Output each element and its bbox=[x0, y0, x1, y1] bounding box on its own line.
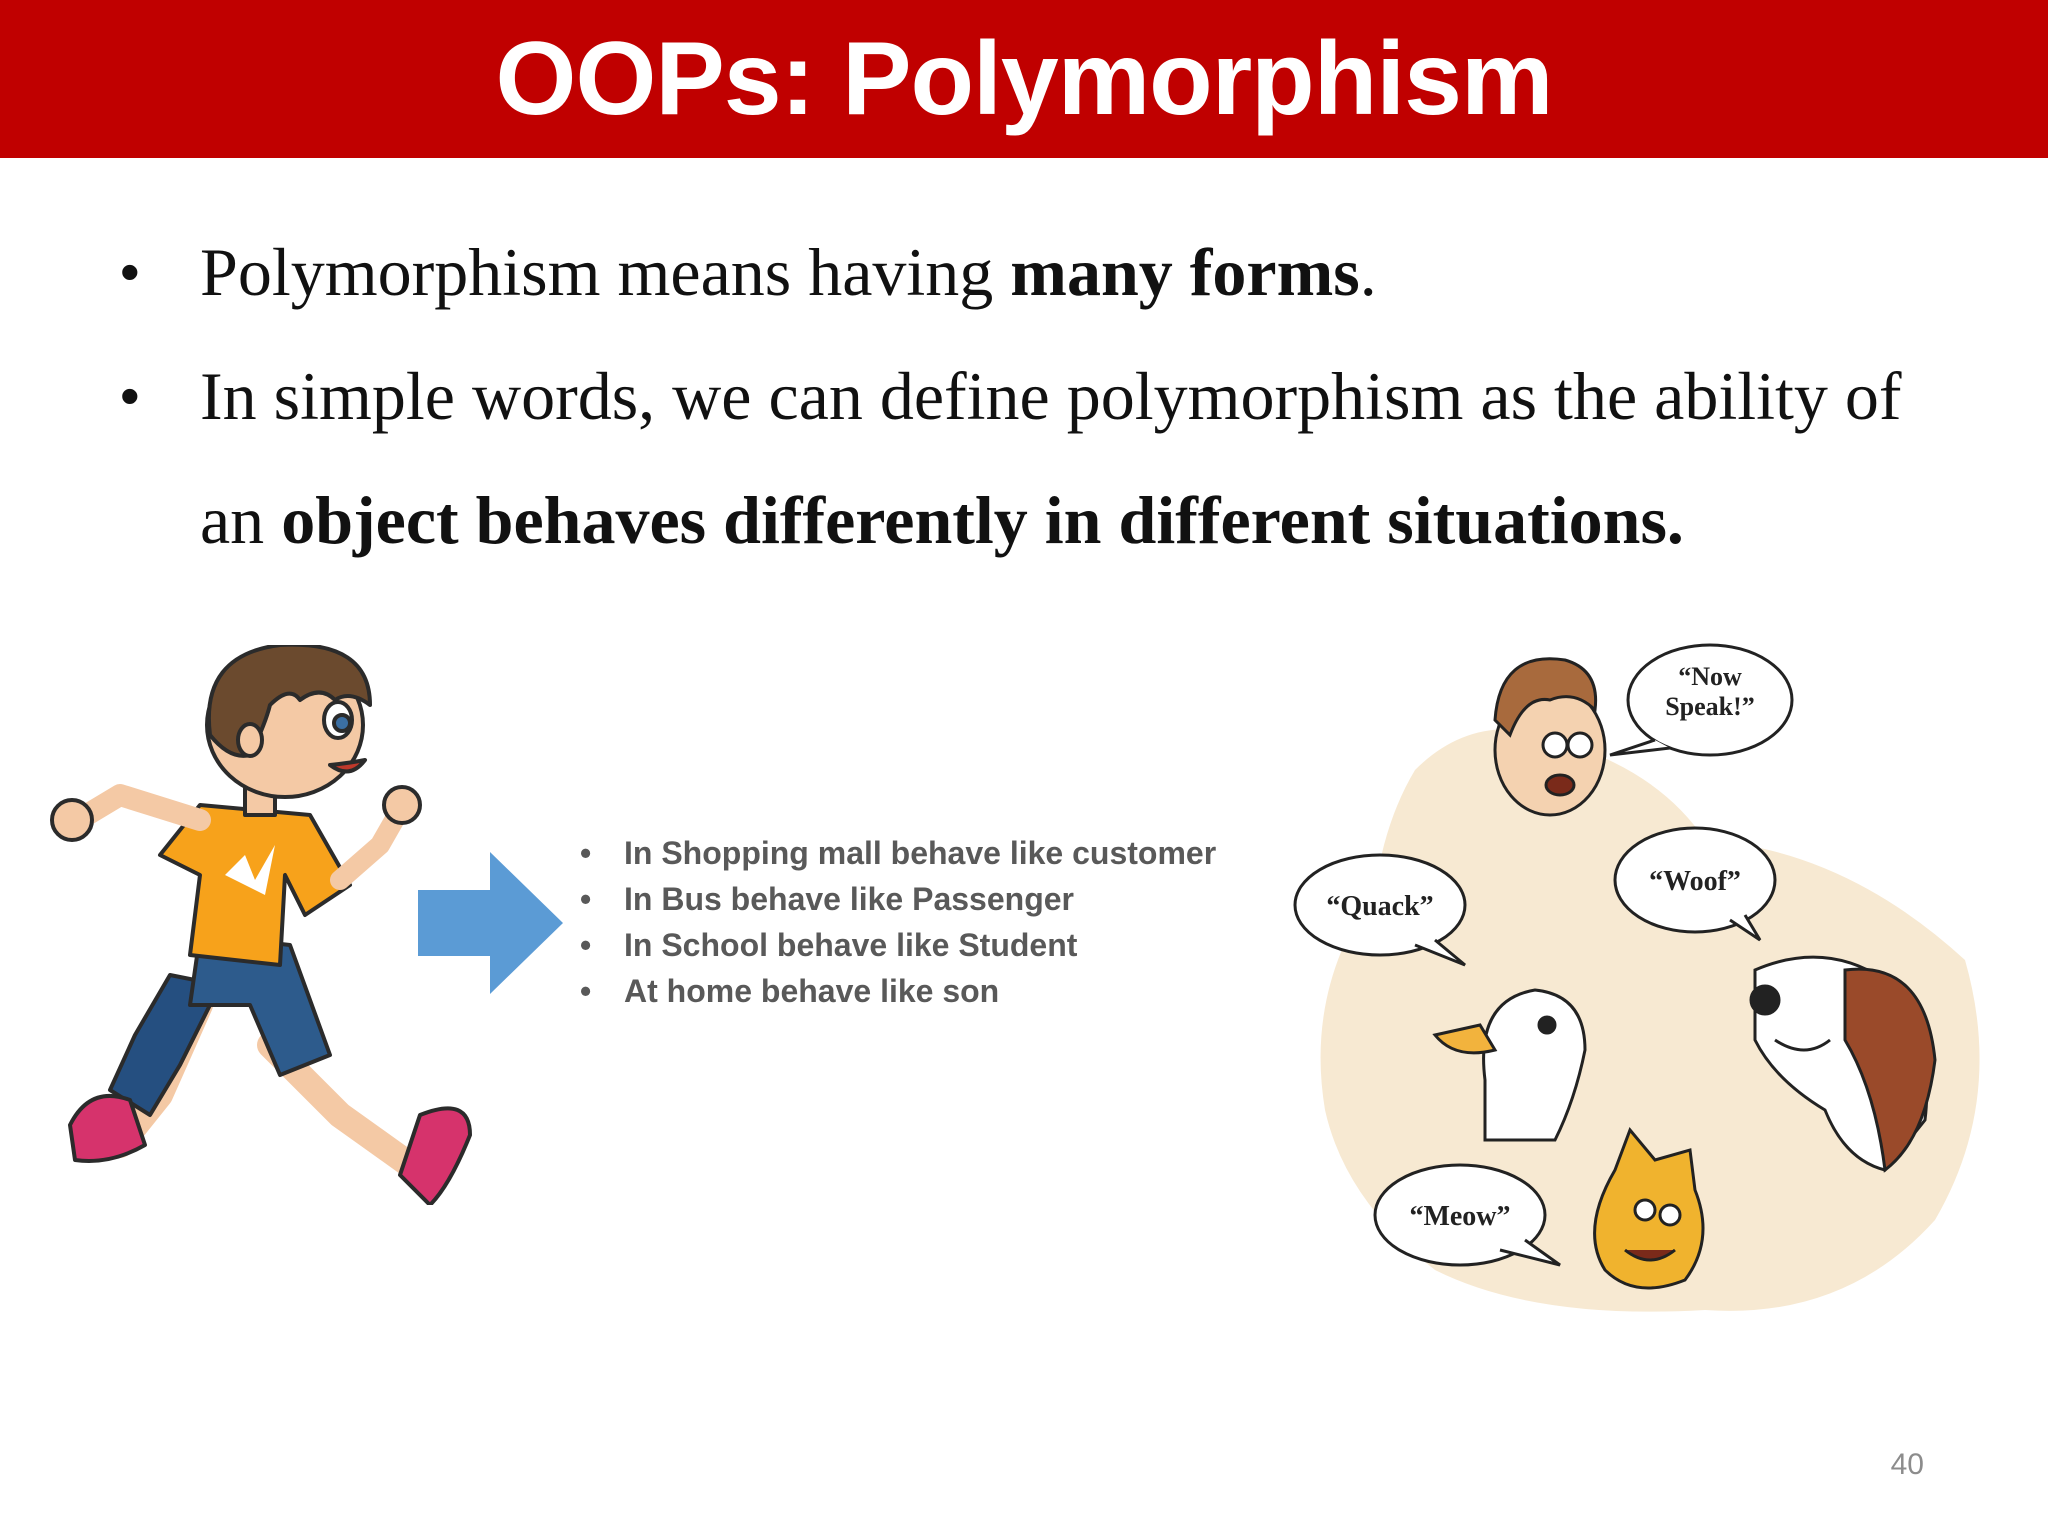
bullet-bold-text: many forms bbox=[1010, 234, 1360, 310]
slide-title: OOPs: Polymorphism bbox=[495, 21, 1553, 137]
list-item-text: In School behave like Student bbox=[624, 927, 1078, 963]
bullet-marker: • bbox=[580, 973, 592, 1009]
bullet-marker: • bbox=[120, 364, 140, 427]
bubble-text-woof: “Woof” bbox=[1649, 866, 1741, 897]
bubble-text-quack: “Quack” bbox=[1326, 891, 1434, 922]
bullet-text: In simple words, we can define polymorphism as the ability of bbox=[200, 358, 1902, 434]
bullet-text-prefix: an bbox=[200, 482, 282, 558]
main-bullet-list bbox=[120, 210, 1980, 582]
example-list bbox=[580, 830, 1216, 1014]
bullet-marker: • bbox=[580, 881, 592, 917]
title-bar bbox=[0, 0, 2048, 158]
list-item bbox=[580, 830, 1216, 876]
bubble-text-speak: Speak!” bbox=[1665, 692, 1755, 721]
bullet-bold-text: object behaves differently in different situations. bbox=[281, 482, 1684, 558]
bubble-text-now: “Now bbox=[1678, 662, 1742, 691]
list-item-text: In Shopping mall behave like customer bbox=[624, 835, 1217, 871]
right-arrow-icon bbox=[418, 852, 563, 994]
list-item-text: In Bus behave like Passenger bbox=[624, 881, 1074, 917]
bullet-text: Polymorphism means having bbox=[200, 234, 1011, 310]
list-item-text: At home behave like son bbox=[624, 973, 1000, 1009]
man-face bbox=[1495, 659, 1605, 815]
bullet-simple-words bbox=[120, 334, 1980, 582]
bullet-definition bbox=[120, 210, 1980, 334]
animal-sounds-illustration bbox=[1285, 640, 2005, 1320]
list-item bbox=[580, 876, 1216, 922]
bullet-marker: • bbox=[580, 835, 592, 871]
bubble-text-meow: “Meow” bbox=[1409, 1201, 1511, 1232]
bullet-marker: • bbox=[580, 927, 592, 963]
bullet-text-end: . bbox=[1359, 234, 1377, 310]
list-item bbox=[580, 922, 1216, 968]
page-number: 40 bbox=[1890, 1448, 1924, 1481]
list-item bbox=[580, 968, 1216, 1014]
bullet-marker: • bbox=[120, 240, 140, 303]
